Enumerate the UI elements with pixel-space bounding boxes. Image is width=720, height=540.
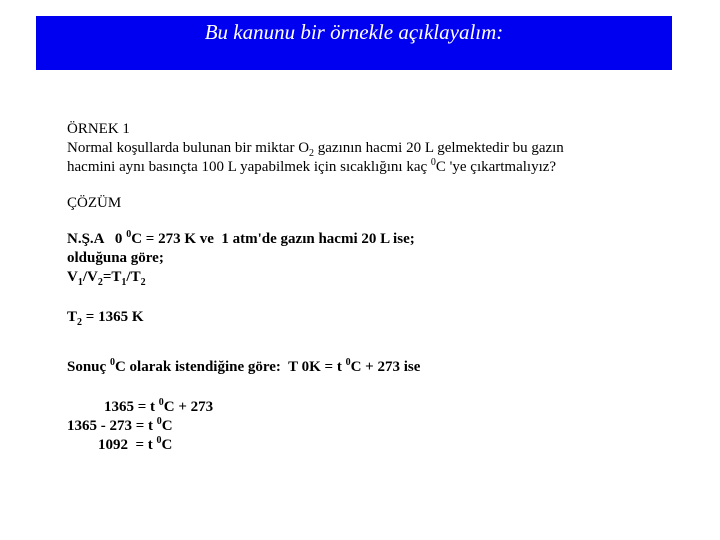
example-heading: ÖRNEK 1 (67, 121, 130, 137)
calc-line-2: 1365 - 273 = t $^0$C (67, 416, 173, 434)
calc-line-1: 1365 = t $^0$C + 273 (104, 397, 214, 415)
title-bar (36, 16, 672, 70)
slide-body (67, 120, 667, 455)
page-title: Bu kanunu bir örnekle açıklayalım: (204, 20, 504, 44)
example-text-line-1: Normal koşullarda bulunan bir miktar $O_2$ gazının hacmi 20 L gelmektedir bu gazın (67, 140, 564, 159)
solution-line-2: olduğuna göre; (67, 250, 164, 266)
gas-law-formula: $V_1/V_2=T_1/T_2$ (67, 269, 146, 288)
solution-heading: ÇÖZÜM (67, 195, 122, 211)
solution-line-1: N.Ş.A 0 $^0$C = 273 K ve 1 atm'de gazın hacmi 20 L ise; (67, 229, 415, 247)
t2-result: $T_2 = 1365$ K (67, 309, 144, 328)
example-text-line-2: hacmini aynı basınçta 100 L yapabilmek için sıcaklığını kaç $^0$C 'ye çıkartmalıyız? (67, 157, 557, 175)
conclusion-line: Sonuç $^0$C olarak istendiğine göre: T 0K = t $^0$C + 273 ise (67, 357, 421, 375)
calc-line-3: 1092 = t $^0$C (98, 435, 173, 453)
